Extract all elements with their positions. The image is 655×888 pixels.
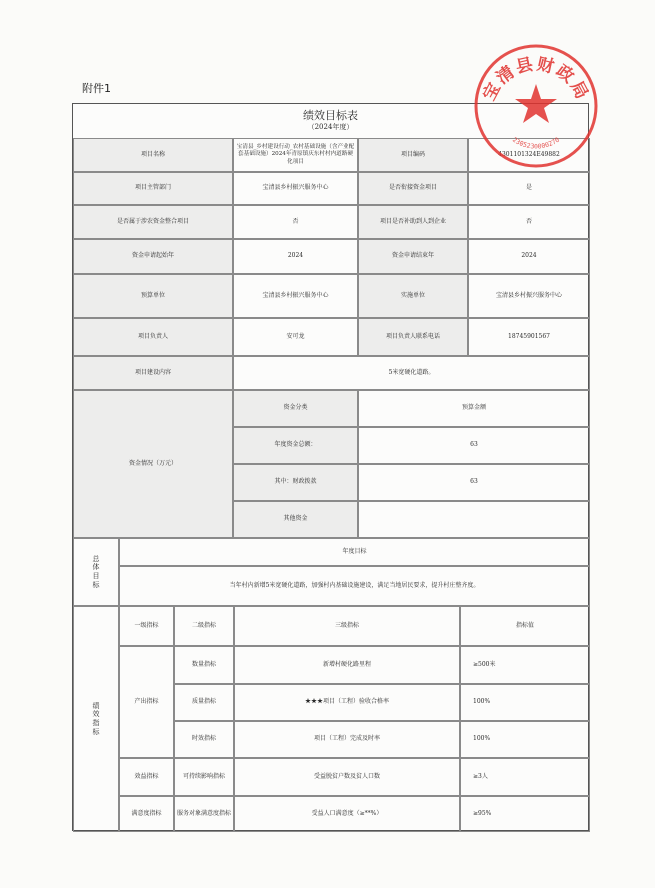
annex-label: 附件1: [82, 82, 111, 95]
dept-label: 项目主管部门: [73, 172, 233, 205]
linked-fund-value: 是: [468, 172, 590, 205]
table-title: 绩效目标表: [303, 109, 358, 122]
level1-header: 一级指标: [119, 606, 174, 646]
project-code-label: 项目编码: [358, 138, 468, 172]
impl-unit-value: 宝清县乡村振兴服务中心: [468, 274, 590, 318]
project-name-value: 宝清县_乡村建设行动_农村基础设施（含产业配套基础设施）2024年青原镇庆东村村内道路硬化项目: [233, 138, 358, 172]
fund-other-label: 其他资金: [233, 501, 358, 538]
seal-text: 宝清县财政局: [479, 54, 593, 105]
project-code-value: 4301101324E49882: [468, 138, 590, 172]
budget-unit-value: 宝清县乡村振兴服务中心: [233, 274, 358, 318]
fund-total-value: 63: [358, 427, 590, 464]
linked-fund-label: 是否衔接资金项目: [358, 172, 468, 205]
enterprise-subsidy-value: 否: [468, 205, 590, 239]
end-year-value: 2024: [468, 239, 590, 274]
level2-header: 二级指标: [174, 606, 234, 646]
output-indicator-label: 产出指标: [119, 646, 174, 758]
level3-header: 三级指标: [234, 606, 460, 646]
funds-label: 资金情况（万元）: [73, 390, 233, 538]
output-value: 100%: [460, 684, 590, 721]
output-level2: 时效指标: [174, 721, 234, 758]
start-year-value: 2024: [233, 239, 358, 274]
annual-goal-header: 年度目标: [119, 538, 590, 566]
start-year-label: 资金申请起始年: [73, 239, 233, 274]
annual-goal-text: 当年村内新增5米宽硬化道路，加强村内基础设施建设，满足当地居民要求，提升村庄整齐度。: [119, 566, 590, 606]
benefit-level2: 可持续影响指标: [174, 758, 234, 796]
official-seal-stamp: [470, 40, 602, 172]
satisfaction-value: ≥95%: [460, 796, 590, 832]
budget-unit-label: 预算单位: [73, 274, 233, 318]
fund-amount-header: 预算金额: [358, 390, 590, 427]
output-level3: 新增村硬化路里程: [234, 646, 460, 684]
benefit-level1: 效益指标: [119, 758, 174, 796]
performance-target-table: [72, 103, 589, 831]
owner-value: 安可龙: [233, 318, 358, 356]
enterprise-subsidy-label: 项目是否补助到人到企业: [358, 205, 468, 239]
project-name-label: 项目名称: [73, 138, 233, 172]
owner-phone-label: 项目负责人联系电话: [358, 318, 468, 356]
indicators-label: 绩 效 指 标: [73, 606, 119, 832]
output-value: ≥500米: [460, 646, 590, 684]
benefit-level3: 受益脱贫户数及贫人口数: [234, 758, 460, 796]
seal-star-icon: [515, 84, 557, 123]
table-subtitle: （2024年度）: [307, 123, 354, 131]
fund-category-header: 资金分类: [233, 390, 358, 427]
seal-number: 2305230000270: [510, 135, 562, 151]
integration-value: 否: [233, 205, 358, 239]
benefit-value: ≥3人: [460, 758, 590, 796]
end-year-label: 资金申请结束年: [358, 239, 468, 274]
output-level2: 质量指标: [174, 684, 234, 721]
owner-phone-value: 18745901567: [468, 318, 590, 356]
fund-fiscal-label: 其中：财政拨款: [233, 464, 358, 501]
output-value: 100%: [460, 721, 590, 758]
svg-text:2305230000270: [511, 136, 561, 151]
impl-unit-label: 实施单位: [358, 274, 468, 318]
integration-label: 是否属于涉农资金整合项目: [73, 205, 233, 239]
fund-fiscal-value: 63: [358, 464, 590, 501]
fund-other-value: [358, 501, 590, 538]
dept-value: 宝清县乡村振兴服务中心: [233, 172, 358, 205]
output-level3: ★★★项目（工程）验收合格率: [234, 684, 460, 721]
satisfaction-level1: 满意度指标: [119, 796, 174, 832]
value-header: 指标值: [460, 606, 590, 646]
fund-total-label: 年度资金总额：: [233, 427, 358, 464]
output-level3: 项目（工程）完成及时率: [234, 721, 460, 758]
output-level2: 数量指标: [174, 646, 234, 684]
satisfaction-level3: 受益人口满意度（≥**%）: [234, 796, 460, 832]
content-label: 项目建设内容: [73, 356, 233, 390]
overall-goal-label: 总 体 目 标: [73, 538, 119, 606]
content-value: 5米宽硬化道路。: [233, 356, 590, 390]
satisfaction-level2: 服务对象满意度指标: [174, 796, 234, 832]
owner-label: 项目负责人: [73, 318, 233, 356]
